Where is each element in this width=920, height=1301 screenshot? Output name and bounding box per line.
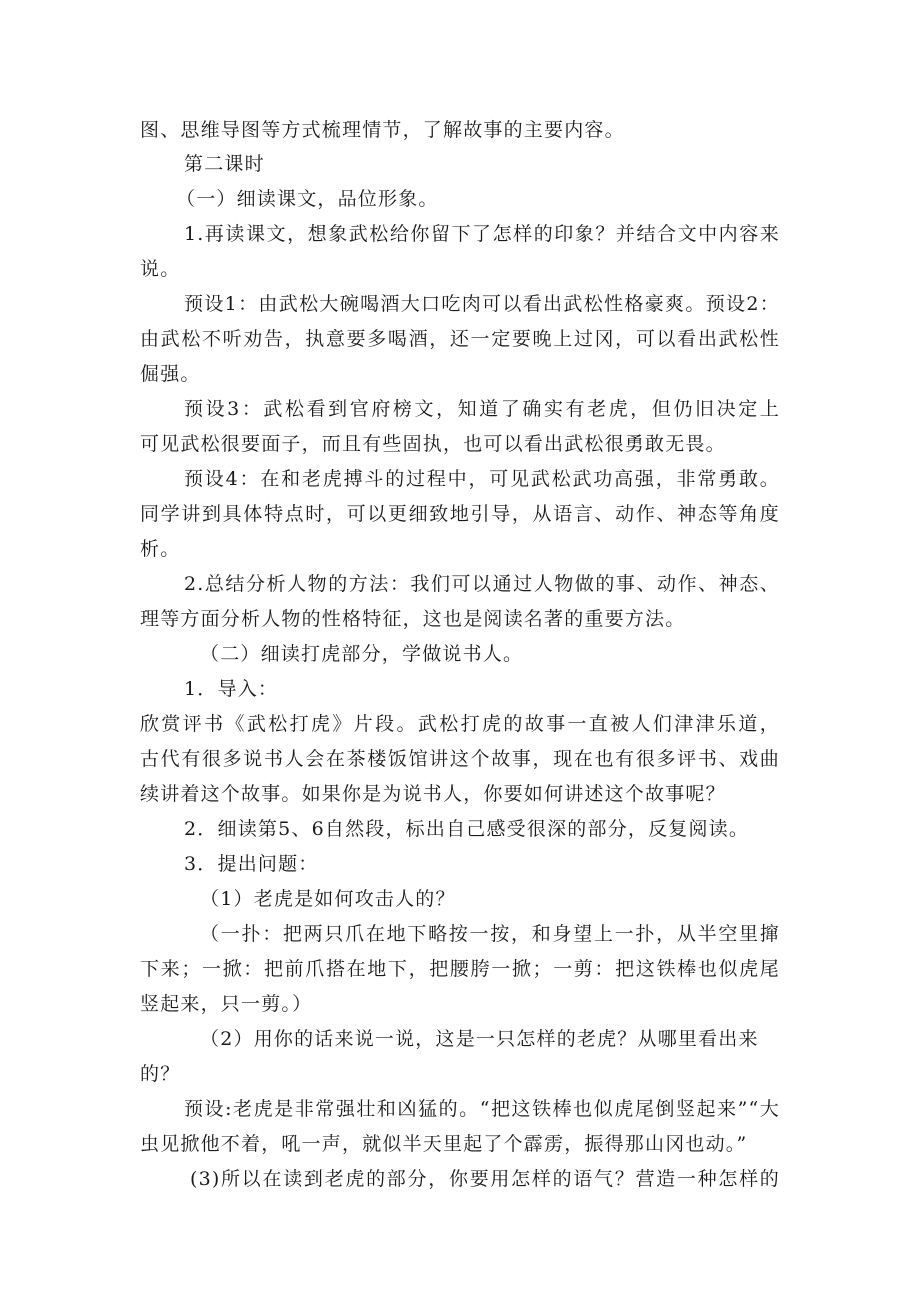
preset-3: 预设3：武松看到官府榜文，知道了确实有老虎，但仍旧决定上 — [184, 398, 780, 420]
preset-tiger: 预设:老虎是非常强壮和凶猛的。“把这铁棒也似虎尾倒竖起来”“大 — [184, 1098, 780, 1120]
tiger-attack-answer: （一扑：把两只爪在地下略按一按，和身望上一扑，从半空里撺 — [200, 923, 780, 945]
text-line-7: 由武松不听劝告，执意要多喝酒，还一定要晚上过冈，可以看出武松性 — [140, 328, 780, 350]
text-line-8: 倔强。 — [140, 363, 201, 385]
text-line-1: 图、思维导图等方式梳理情节，了解故事的主要内容。 — [140, 119, 625, 141]
text-line-26: 竖起来，只一剪。） — [140, 993, 313, 1015]
text-line-25: 下来；一掀：把前爪搭在地下，把腰胯一掀；一剪：把这铁棒也似虎尾 — [140, 958, 780, 980]
text-line-12: 同学讲到具体特点时，可以更细致地引导，从语言、动作、神态等角度 — [140, 503, 780, 525]
lesson-heading: 第二课时 — [184, 153, 265, 175]
text-line-30: 虫见掀他不着，吼一声，就似半天里起了个霹雳，振得那山冈也动。” — [140, 1133, 748, 1155]
text-line-5: 说。 — [140, 258, 181, 280]
text-line-13: 析。 — [140, 538, 181, 560]
text-line-10: 可见武松很要面子，而且有些固执，也可以看出武松很勇敢无畏。 — [140, 433, 726, 455]
text-line-19: 古代有很多说书人会在茶楼饭馆讲这个故事，现在也有很多评书、戏曲 — [140, 748, 780, 770]
preset-1-2: 预设1：由武松大碗喝酒大口吃肉可以看出武松性格豪爽。预设2： — [184, 293, 780, 315]
question-tiger-attack: （1）老虎是如何攻击人的？ — [200, 888, 456, 910]
section-heading-1: （一）细读课文，品位形象。 — [176, 188, 439, 210]
step-1-intro: 1．导入： — [184, 678, 279, 700]
section-heading-2: （二）细读打虎部分，学做说书人。 — [200, 643, 524, 665]
text-line-18: 欣赏评书《武松打虎》片段。武松打虎的故事一直被人们津津乐道， — [140, 713, 780, 735]
summary-method: 2.总结分析人物的方法：我们可以通过人物做的事、动作、神态、 — [184, 573, 780, 595]
text-line-15: 理等方面分析人物的性格特征，这也是阅读名著的重要方法。 — [140, 608, 686, 630]
step-3-questions: 3．提出问题： — [184, 853, 319, 875]
text-line-28: 的？ — [140, 1063, 181, 1085]
text-line-20: 续讲着这个故事。如果你是为说书人，你要如何讲述这个故事呢？ — [140, 783, 726, 805]
question-tone: (3)所以在读到老虎的部分，你要用怎样的语气？营造一种怎样的 — [190, 1168, 780, 1190]
question-1: 1.再读课文，想象武松给你留下了怎样的印象？并结合文中内容来 — [184, 223, 780, 245]
step-2-reading: 2．细读第5、6自然段，标出自己感受很深的部分，反复阅读。 — [184, 818, 750, 840]
question-describe-tiger: （2）用你的话来说一说，这是一只怎样的老虎？从哪里看出来 — [200, 1028, 759, 1050]
preset-4: 预设4：在和老虎搏斗的过程中，可见武松武功高强，非常勇敢。 — [184, 468, 780, 490]
